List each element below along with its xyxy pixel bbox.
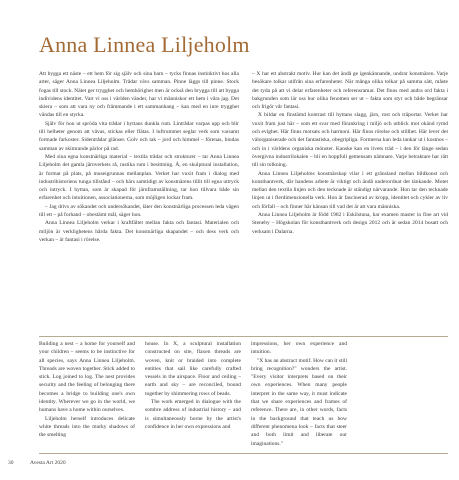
- body-paragraph: house. In X, a sculptural installation constructed on site, flaxen threads are woven, knit or braided into complete entities that sail like carefully crafted vessels in the airspace. Floor and ceiling – earth and sky – are reconciled, bound together by shimmering rows of beads.: [145, 341, 241, 397]
- publication-name: Avesta Art 2020: [30, 460, 66, 466]
- body-paragraph: Anna Linnea Liljeholm verkar i kraftfältet mellan fakta och fantasi. Materialen och miljön är verklighetens hårda fakta. Det konstnärliga skapandet – och dess verk och verkan – är fantasi i rörelse.: [39, 220, 239, 243]
- body-paragraph: – X har ett abstrakt motiv. Hur kan det ändå ge igenkännande, undrar konstnären. Varje besökare tolkar utifrån sina erfarenheter. När många olika tolkar på samma sätt, måste det tyda på att vi delar erfarenheter och referensramar. Det finns med andra ord fakta i bakgrunden som lär oss hur olika fenomen ser ut – fakta som styr och både begränsar och frigör vår fantasi.: [252, 71, 448, 111]
- english-text-column-1: [39, 340, 135, 440]
- swedish-text-right-column: [252, 70, 448, 236]
- body-paragraph: "X has an abstract motif. How can it still bring recognition?" wonders the artist. "Every visitor interprets based on their own experiences. When many people interpret in the same way, it must indicate that we share experiences and frames of reference. There are, in other words, facts in the background that teach us how different phenomena look – facts that steer and both limit and liberate our imaginations.": [251, 357, 347, 447]
- footer-divider: [39, 453, 448, 454]
- body-paragraph: – Jag drivs av sökandet och undersökandet, läter den konstnärliga processen leda vägen till ett – på forhand – obestämt mål, säger hon.: [39, 203, 239, 219]
- body-paragraph: Själv för hon ut spröda vita trådar i hyttans dunkla rum. Lintrådar varpas upp och blir till helheter genom att vävas, stickas eller flätas. I luftrummet seglar verk som varsamt formade farkoster. Sidentrådar glänser. Golv och tak – jord och himmel – förenas, bindas samman av skimrande pärlor på rad.: [39, 120, 239, 152]
- body-paragraph: Med sina egna konstnärliga material – textila trådar och strukturer – tar Anna Linnea Liljeholm det gamla järnverkets rå, rustika rum i besittning. Å, en skulptural installation, är format på plats, på museigrunnas mellanplan. Verket har vuxit fram i dialog med industrihistoriens tunga tillstånd – och bärs samtidigt av konstnärens tillit till egna uttryck och intryck. I hyttan, som är skapad för järnframställning, tar hon tillvara både sin erfarenhet och intuitionen, associationerna, som möjligen lockar fram.: [39, 153, 239, 202]
- body-paragraph: Anna Linnea Liljeholm är född 1982 i Eskilstuna, har examen master in fine art vid Steneby – Högskolan för konsthantverk och design 2012 och är sedan 2014 bosatt och verksam i Dalarna.: [252, 212, 448, 235]
- page-number: 30: [8, 460, 14, 466]
- swedish-text-left-column: [39, 70, 239, 244]
- body-paragraph: Liljeholm herself introduces delicate white threads into the murky shadows of the smelting: [39, 415, 135, 439]
- body-paragraph: impressions, her own experience and intuition.: [251, 341, 347, 356]
- page-title: Anna Linnea Liljeholm: [39, 32, 250, 57]
- body-paragraph: The work emerged in dialogue with the sombre address of industrial history – and is simultaneously borne by the artist's confidence in her own expressions and: [145, 399, 241, 430]
- body-paragraph: X bildar en finstämd kontrast till hyttans slagg, järn, rost och träportar. Verket har vuxit fram just här – som ett svar med förankring i miljö och utblick mot okänd rymd och evighet. Här finns motsats och harmoni. Här finns rörelse och stillhet. Här lever det välorganiserade och det fantastiska, obegripliga. Formerna kan leda tankar ut i kosmos – och in i världens organiska mönster. Kanske kan en livets träd – i den för länge sedan övergivna industrilokalen – bli en hoppfull gemensam nämnare. Varje betraktare har rätt till sin tolkning.: [252, 112, 448, 169]
- body-paragraph: Anna Linnea Liljeholms konstnärskap vilar i ett gränsland mellan bildkonst och konsthantverk, där handens arbete är viktigt och ändå underordnat det tänkande. Motet mellan den textila linjen och den tecknade är ständigt närvarande. Hon tar den tecknade linjen ut i flerdimensionella verk. Hon är fascinerad av kropp, identitet och cykler av liv och förfall – och finner här känsan till vad det är att vara människa.: [252, 170, 448, 210]
- body-paragraph: Att bygga ett näste – ett hem för sig själv och sina barn – tycks finnas instinktivt hos alla arter, säger Anna Linnea Liljeholm. Trådar vävs samman. Pinne läggs till pinne. Stock fogas till stock. Nätet ger trygghet och hemhörighet men är också den brygga till att bygga individens identitet. Vart vi oss i världen vänder, har vi människor ett hem i våra jag. Det skiera – som att vara ny och främmande i ett sammanhang – kan med en inre trygghet vändas till en styrka.: [39, 71, 239, 119]
- english-text-column-2: [145, 340, 241, 431]
- section-divider: [39, 336, 448, 337]
- body-paragraph: Building a nest – a home for yourself and your children – seems to be instinctive for all species, says Anna Linnea Liljeholm. Threads are woven together. Stick added to stick. Log joined to log. The nest provides security and the feeling of belonging there becomes a bridge to building one's own identity. Wherever we go in the world, we humans have a home within ourselves.: [39, 341, 135, 414]
- english-text-column-3: [251, 340, 347, 448]
